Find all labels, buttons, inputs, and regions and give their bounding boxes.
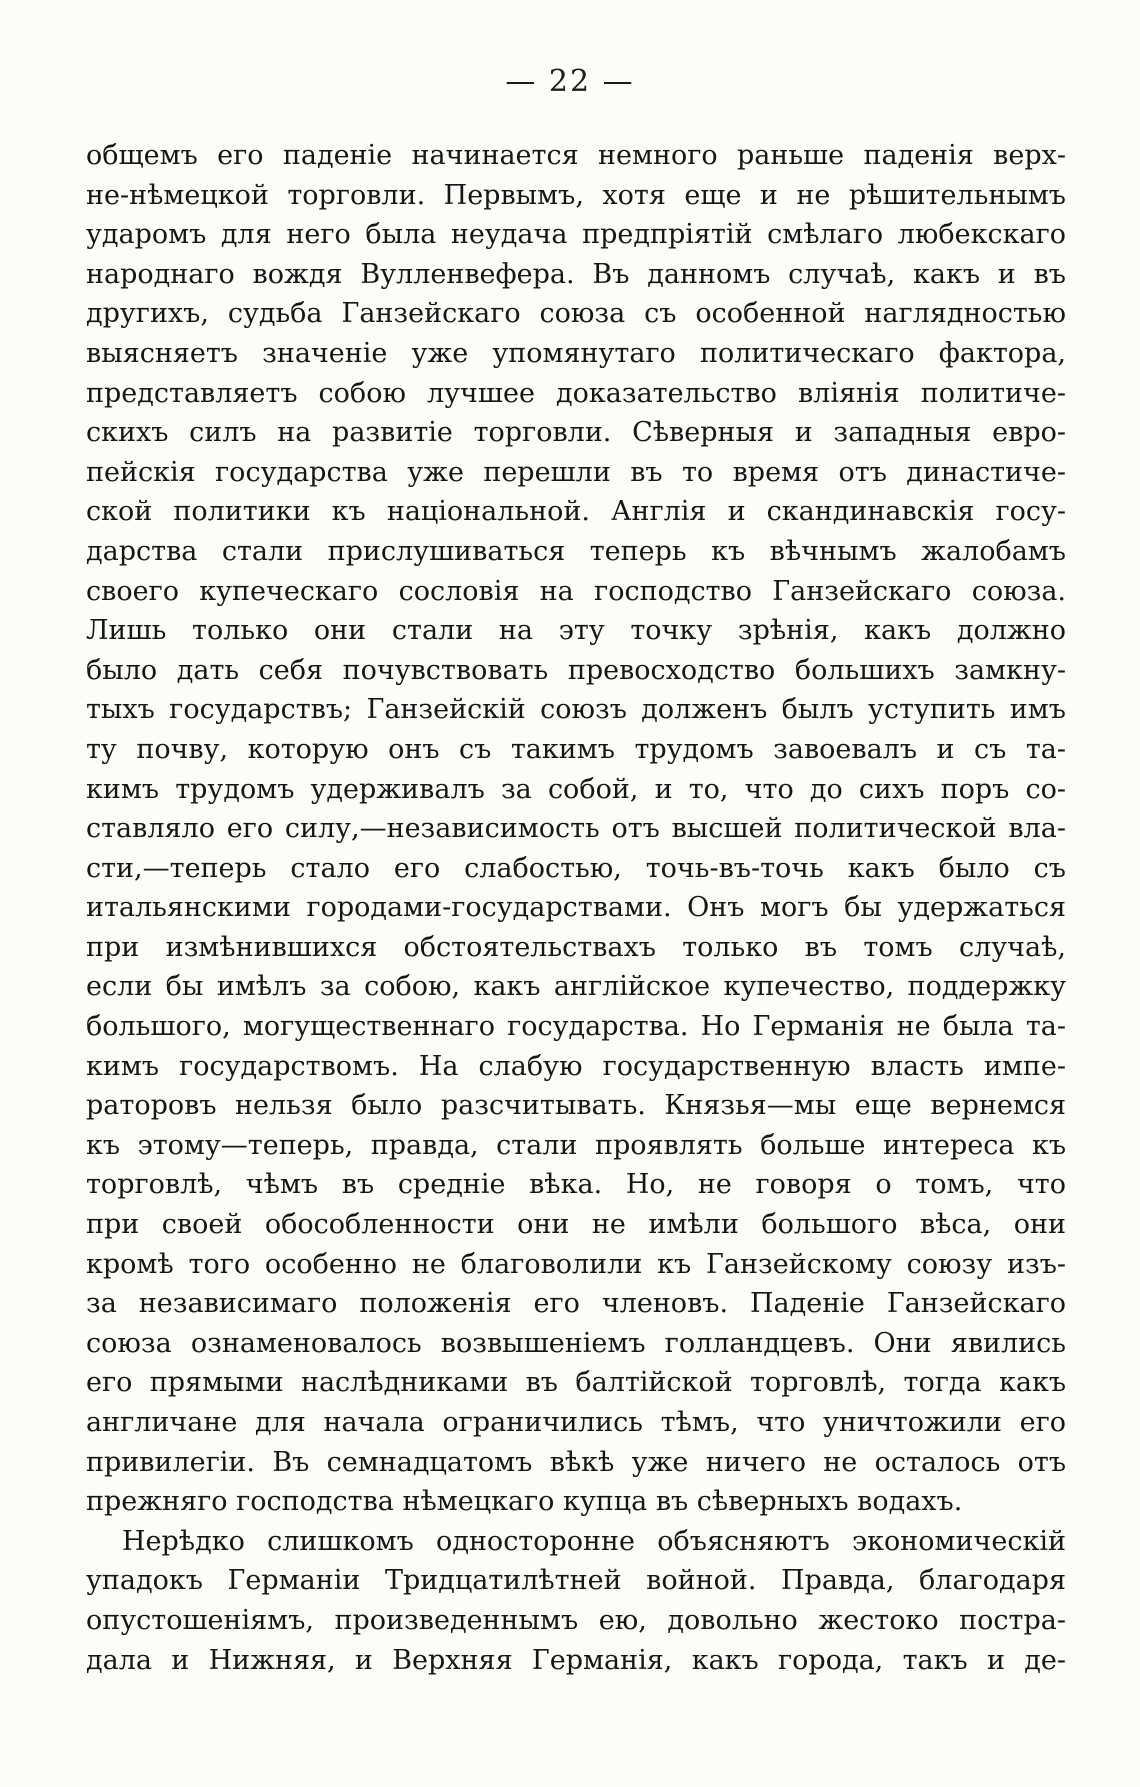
text-line: своего купеческаго сословія на господство Ганзейскаго союза. [86,575,1066,607]
text-line: сти,—теперь стало его слабостью, точь-въ-точь какъ было съ [86,852,1066,884]
text-line: прежняго господства нѣмецкаго купца въ сѣверныхъ водахъ. [86,1486,963,1518]
text-line: представляетъ собою лучшее доказательство вліянія политиче- [86,377,1066,409]
page-number: — 22 — [505,64,635,99]
text-line: народнаго вождя Вулленвефера. Въ данномъ случаѣ, какъ и въ [86,258,1066,290]
text-line: къ этому—теперь, правда, стали проявлять больше интереса къ [86,1129,1066,1161]
text-line: кромѣ того особенно не благоволили къ Ганзейскому союзу изъ- [86,1248,1066,1280]
body-text [86,136,1066,1680]
text-line: его прямыми наслѣдниками въ балтійской торговлѣ, тогда какъ [86,1367,1066,1399]
text-line: опустошеніямъ, произведеннымъ ею, довольно жестоко постра- [86,1604,1066,1636]
text-line: дарства стали прислушиваться теперь къ вѣчнымъ жалобамъ [86,535,1066,567]
text-line: Лишь только они стали на эту точку зрѣнія, какъ должно [86,615,1066,647]
text-line: пейскія государства уже перешли въ то время отъ династиче- [86,456,1066,488]
text-line: общемъ его паденіе начинается немного раньше паденія верх- [86,140,1066,171]
text-line: кимъ государствомъ. На слабую государственную власть импе- [86,1050,1066,1082]
text-line: ту почву, которую онъ съ такимъ трудомъ завоевалъ и съ та- [86,733,1066,765]
text-line: не-нѣмецкой торговли. Первымъ, хотя еще и не рѣшительнымъ [86,179,1066,211]
text-line: привилегіи. Въ семнадцатомъ вѣкѣ уже ничего не осталось отъ [86,1446,1066,1478]
text-line: при своей обособленности они не имѣли большого вѣса, они [86,1209,1066,1241]
text-line: при измѣнившихся обстоятельствахъ только въ томъ случаѣ, [86,931,1066,963]
text-line: союза ознаменовалось возвышеніемъ голландцевъ. Они явились [86,1327,1066,1359]
text-line: торговлѣ, чѣмъ въ средніе вѣка. Но, не говоря о томъ, что [86,1169,1066,1201]
text-line: большого, могущественнаго государства. Но Германія не была та- [86,1011,1066,1043]
text-line: тыхъ государствъ; Ганзейскій союзъ долженъ былъ уступить имъ [86,694,1066,726]
text-line: за независимаго положенія его членовъ. Паденіе Ганзейскаго [86,1288,1066,1320]
text-line: ударомъ для него была неудача предпріятій смѣлаго любекскаго [86,219,1066,251]
text-line: если бы имѣлъ за собою, какъ англійское купечество, поддержку [86,971,1066,1003]
text-line: Нерѣдко слишкомъ односторонне объясняютъ экономическій [122,1525,1066,1557]
text-line: ставляло его силу,—независимость отъ высшей политической вла- [86,813,1066,845]
paragraph-1 [86,136,1066,1522]
text-line: ской политики къ національной. Англія и скандинавскія госу- [86,496,1066,528]
paragraph-2 [86,1522,1066,1680]
text-line: англичане для начала ограничились тѣмъ, что уничтожили его [86,1407,1066,1438]
text-line: другихъ, судьба Ганзейскаго союза съ особенной наглядностью [86,298,1066,330]
text-line: упадокъ Германіи Тридцатилѣтней войной. Правда, благодаря [86,1565,1066,1597]
text-line: дала и Нижняя, и Верхняя Германія, какъ города, такъ и де- [86,1644,1066,1676]
text-line: выясняетъ значеніе уже упомянутаго политическаго фактора, [86,337,1066,369]
text-line: раторовъ нельзя было разсчитывать. Князья—мы еще вернемся [86,1090,1066,1122]
text-line: кимъ трудомъ удерживалъ за собой, и то, что до сихъ поръ со- [86,773,1066,805]
text-line: было дать себя почувствовать превосходство большихъ замкну- [86,654,1066,686]
text-line: скихъ силъ на развитіе торговли. Сѣверныя и западныя евро- [86,417,1066,449]
text-line: итальянскими городами-государствами. Онъ могъ бы удержаться [86,892,1066,924]
